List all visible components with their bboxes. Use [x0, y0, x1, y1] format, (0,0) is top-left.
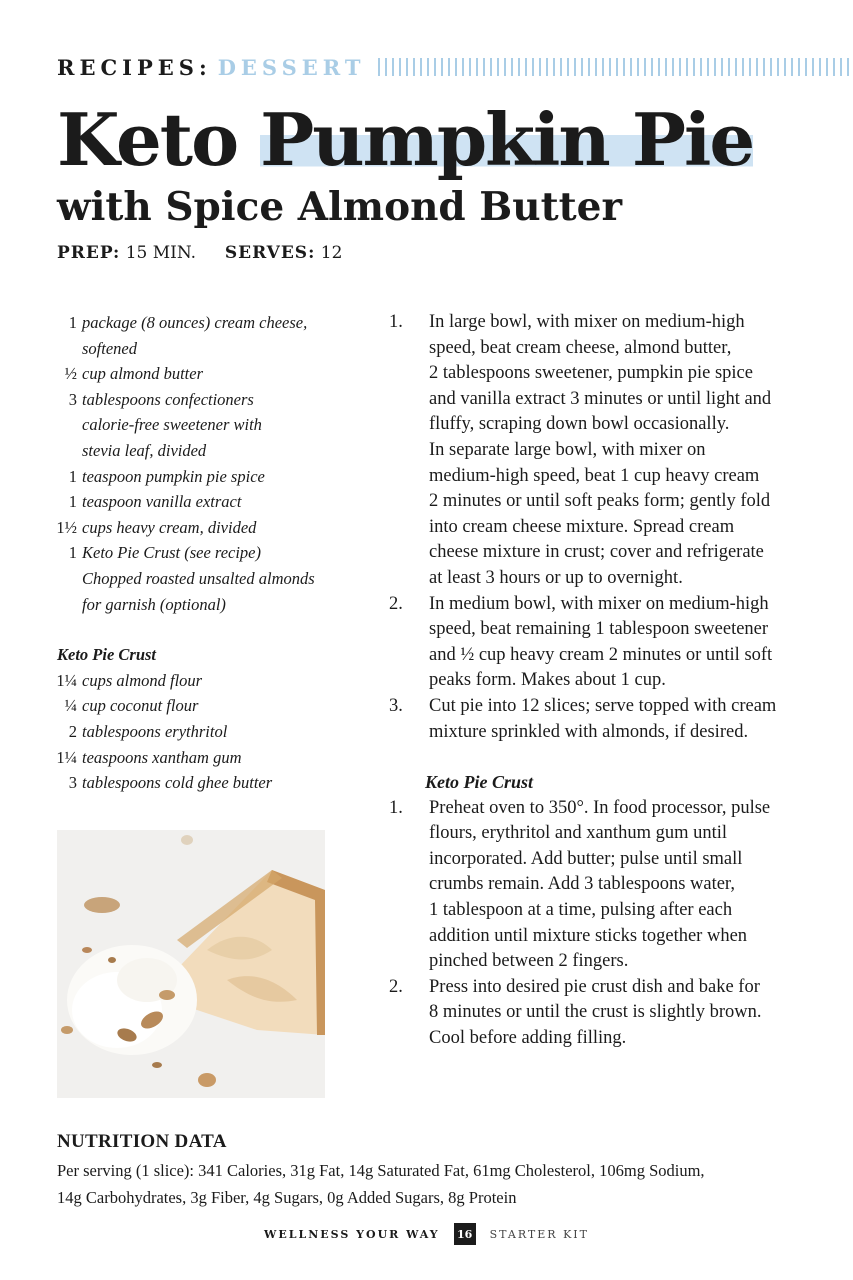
category-label: RECIPES:	[57, 54, 212, 80]
ingredient-qty: 1¼	[56, 747, 77, 767]
step-line: fluffy, scraping down bowl occasionally.	[429, 414, 730, 435]
ingredient-row	[50, 515, 370, 541]
title-highlight: Pumpkin Pie	[260, 97, 754, 182]
step-number: 1.	[389, 312, 403, 332]
step-line: speed, beat remaining 1 tablespoon sweetener	[429, 619, 769, 640]
step-number: 2.	[389, 593, 403, 614]
ingredient-text: cup almond butter	[82, 364, 203, 384]
footer-brand: WELLNESS YOUR WAY	[264, 1227, 440, 1241]
ingredient-qty	[50, 566, 77, 592]
crust-heading: Keto Pie Crust	[57, 645, 157, 665]
step-line: medium-high speed, beat 1 cup heavy cream	[429, 465, 760, 486]
ingredient-row	[50, 592, 370, 618]
ingredient-qty: 1	[68, 466, 77, 486]
ingredients-list	[50, 310, 370, 796]
direction-step	[385, 694, 825, 745]
ingredient-text: calorie-free sweetener with	[82, 415, 262, 435]
ingredient-text: teaspoon pumpkin pie spice	[82, 466, 265, 486]
ingredient-row	[50, 336, 370, 362]
ingredient-text: Keto Pie Crust (see recipe)	[82, 543, 262, 563]
ingredient-text: tablespoons erythritol	[82, 721, 228, 741]
ingredient-row	[50, 310, 370, 336]
page-footer	[0, 1223, 853, 1245]
prep-value: 15 MIN.	[125, 243, 197, 263]
step-line: 2 minutes or until soft peaks form; gently fold	[429, 491, 771, 512]
nutrition-line-2: 14g Carbohydrates, 3g Fiber, 4g Sugars, 0g Added Sugars, 8g Protein	[57, 1188, 517, 1207]
ingredient-row	[50, 489, 370, 515]
step-line: 1 tablespoon at a time, pulsing after each	[429, 900, 733, 921]
decorative-bars	[378, 58, 853, 76]
step-line: at least 3 hours or up to overnight.	[429, 567, 683, 588]
ingredient-row	[50, 412, 370, 438]
nutrition-line-1: Per serving (1 slice): 341 Calories, 31g Fat, 14g Saturated Fat, 61mg Cholesterol, 106mg Sodium,	[57, 1161, 705, 1180]
step-line: In separate large bowl, with mixer on	[429, 439, 706, 460]
step-line: In large bowl, with mixer on medium-high	[429, 312, 745, 332]
ingredient-text: softened	[82, 338, 137, 358]
step-number: 3.	[389, 695, 403, 716]
ingredient-qty: 3	[68, 389, 77, 409]
crust-directions-heading: Keto Pie Crust	[425, 772, 534, 793]
prep-label: PREP:	[57, 243, 121, 263]
step-line: incorporated. Add butter; pulse until small	[429, 848, 743, 869]
title-part1: Keto	[57, 97, 261, 182]
ingredient-qty: 1½	[56, 517, 77, 537]
step-line: speed, beat cream cheese, almond butter,	[429, 337, 732, 358]
ingredient-text: cups almond flour	[82, 670, 203, 690]
direction-step	[385, 310, 825, 592]
ingredient-row	[50, 361, 370, 387]
ingredient-row	[50, 770, 370, 796]
step-line: Cool before adding filling.	[429, 1028, 627, 1049]
step-line: Press into desired pie crust dish and bake for	[429, 976, 760, 997]
step-line: addition until mixture sticks together when	[429, 925, 748, 946]
footer-kit: STARTER KIT	[489, 1227, 589, 1241]
step-line: pinched between 2 fingers.	[429, 951, 629, 972]
pie-image	[57, 830, 325, 1098]
ingredient-row	[50, 745, 370, 771]
ingredient-qty: 3	[68, 773, 77, 793]
step-number: 2.	[389, 976, 403, 997]
step-line: Cut pie into 12 slices; serve topped with cream	[429, 695, 777, 716]
step-number: 1.	[389, 797, 403, 818]
direction-step	[385, 592, 825, 694]
ingredient-qty: ¼	[64, 696, 77, 716]
page-number: 16	[454, 1223, 476, 1245]
step-line: mixture sprinkled with almonds, if desired.	[429, 721, 749, 742]
ingredient-row	[50, 693, 370, 719]
ingredient-qty: 1	[68, 313, 77, 332]
ingredient-text: Chopped roasted unsalted almonds	[82, 568, 315, 588]
ingredient-row	[50, 540, 370, 566]
ingredient-text: cups heavy cream, divided	[82, 517, 257, 537]
ingredient-qty: 1	[68, 492, 77, 512]
ingredient-row	[50, 668, 370, 694]
section-header	[57, 52, 853, 82]
ingredient-row	[50, 438, 370, 464]
ingredient-row	[50, 387, 370, 413]
direction-step	[385, 796, 825, 975]
serves-label: SERVES:	[224, 243, 316, 263]
pie-photo	[57, 830, 325, 1098]
step-line: peaks form. Makes about 1 cup.	[429, 670, 666, 691]
step-line: flours, erythritol and xanthum gum until	[429, 823, 728, 844]
subcategory-label: DESSERT	[217, 54, 366, 80]
ingredient-text: package (8 ounces) cream cheese,	[82, 313, 308, 332]
step-line: crumbs remain. Add 3 tablespoons water,	[429, 874, 735, 895]
recipe-subtitle: with Spice Almond Butter	[57, 184, 622, 230]
ingredient-text: stevia leaf, divided	[82, 440, 207, 460]
ingredient-text: teaspoon vanilla extract	[82, 492, 242, 512]
ingredient-text: for garnish (optional)	[82, 594, 226, 614]
ingredient-qty: 1	[68, 543, 77, 563]
recipe-meta	[57, 243, 342, 263]
recipe-title	[57, 97, 754, 182]
ingredient-qty: ½	[64, 364, 77, 384]
step-line: Preheat oven to 350°. In food processor, pulse	[429, 797, 771, 818]
ingredient-row	[50, 566, 370, 592]
nutrition-text	[57, 1157, 847, 1211]
nutrition-title: NUTRITION DATA	[57, 1131, 227, 1152]
step-line: cheese mixture in crust; cover and refrigerate	[429, 542, 764, 563]
ingredient-text: teaspoons xantham gum	[82, 747, 242, 767]
directions	[385, 310, 825, 1052]
step-line: and vanilla extract 3 minutes or until light and	[429, 388, 772, 409]
step-line: into cream cheese mixture. Spread cream	[429, 516, 735, 537]
serves-value: 12	[320, 243, 343, 263]
ingredient-row	[50, 719, 370, 745]
ingredient-row	[50, 464, 370, 490]
ingredient-text: cup coconut flour	[82, 696, 199, 716]
step-line: and ½ cup heavy cream 2 minutes or until soft	[429, 644, 773, 665]
ingredient-qty: 1¼	[56, 670, 77, 690]
ingredient-text: tablespoons cold ghee butter	[82, 773, 273, 793]
ingredient-text: tablespoons confectioners	[82, 389, 254, 409]
step-line: In medium bowl, with mixer on medium-high	[429, 593, 769, 614]
step-line: 8 minutes or until the crust is slightly brown.	[429, 1002, 762, 1023]
direction-step	[385, 975, 825, 1052]
ingredient-qty: 2	[68, 721, 77, 741]
step-line: 2 tablespoons sweetener, pumpkin pie spice	[429, 363, 753, 384]
